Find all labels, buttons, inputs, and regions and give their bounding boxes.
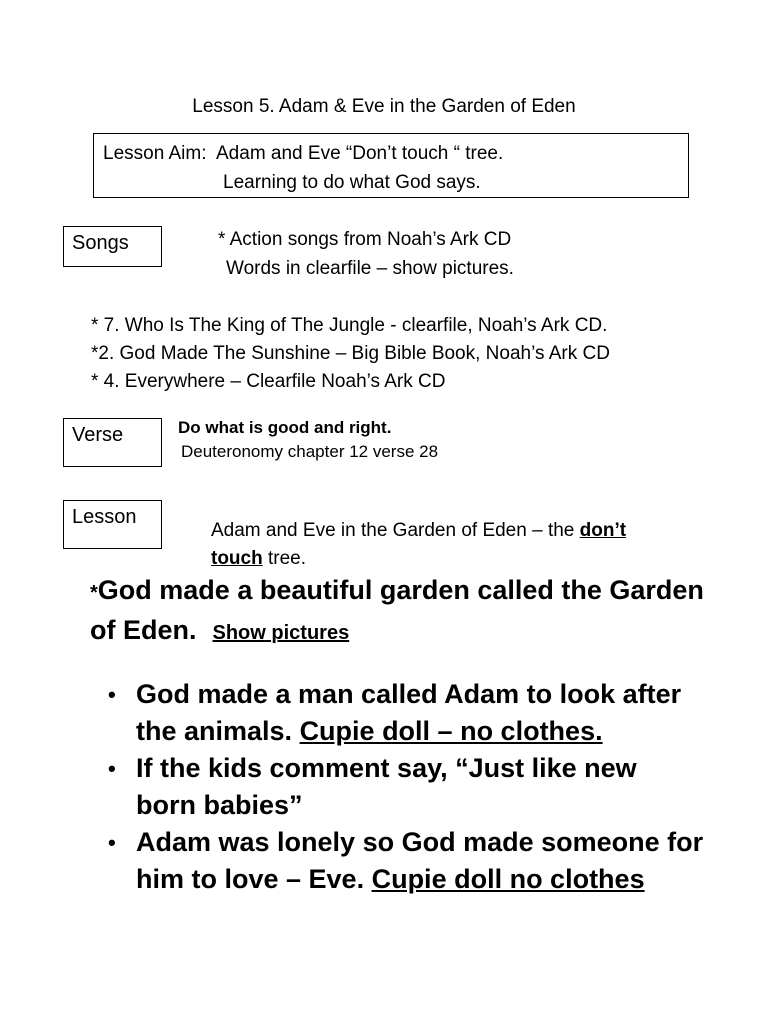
paragraph-text: God made a beautiful garden called the Garden of Eden. <box>90 575 704 645</box>
bullet-icon: • <box>108 682 116 707</box>
lesson-bullet-list <box>104 676 704 898</box>
verse-label-box: Verse <box>63 418 162 467</box>
bullet-underlined: Cupie doll – no clothes. <box>299 716 603 746</box>
song-item-3: * 4. Everywhere – Clearfile Noah’s Ark CD <box>91 371 446 392</box>
bullet-text: God made a man called Adam to look after the animals. <box>136 679 682 746</box>
bullet-text: If the kids comment say, “Just like new born babies” <box>136 753 637 820</box>
lesson-intro-after: tree. <box>262 548 307 569</box>
bullet-icon: • <box>108 830 116 855</box>
show-pictures-note: Show pictures <box>212 622 350 644</box>
song-item-2: *2. God Made The Sunshine – Big Bible Book, Noah’s Ark CD <box>91 343 610 364</box>
lesson-aim-line2: Learning to do what God says. <box>223 172 481 193</box>
bullet-text: Adam was lonely so God made someone for him to love – Eve. <box>136 827 704 894</box>
bullet-item-1 <box>104 676 704 750</box>
lesson-intro-emphasis: don’t touch <box>211 520 627 569</box>
bullet-item-3 <box>104 824 704 898</box>
verse-reference: Deuteronomy chapter 12 verse 28 <box>181 442 439 461</box>
lesson-label-box: Lesson <box>63 500 162 549</box>
songs-note-line2: Words in clearfile – show pictures. <box>226 258 514 279</box>
lesson-intro-before: Adam and Eve in the Garden of Eden – the <box>211 520 580 541</box>
paragraph-star: * <box>90 582 98 604</box>
lesson-title: Lesson 5. Adam & Eve in the Garden of Eden <box>192 96 576 117</box>
lesson-intro <box>211 517 681 573</box>
songs-label-box: Songs <box>63 226 162 267</box>
bullet-item-2 <box>104 750 704 824</box>
garden-paragraph <box>90 572 730 652</box>
verse-text: Do what is good and right. <box>178 418 392 437</box>
bullet-underlined: Cupie doll no clothes <box>371 864 645 894</box>
song-item-1: * 7. Who Is The King of The Jungle - clearfile, Noah’s Ark CD. <box>91 315 608 336</box>
songs-note-line1: * Action songs from Noah’s Ark CD <box>218 229 512 250</box>
bullet-icon: • <box>108 756 116 781</box>
lesson-aim-line1: Lesson Aim: Adam and Eve “Don’t touch “ tree. <box>103 143 504 164</box>
